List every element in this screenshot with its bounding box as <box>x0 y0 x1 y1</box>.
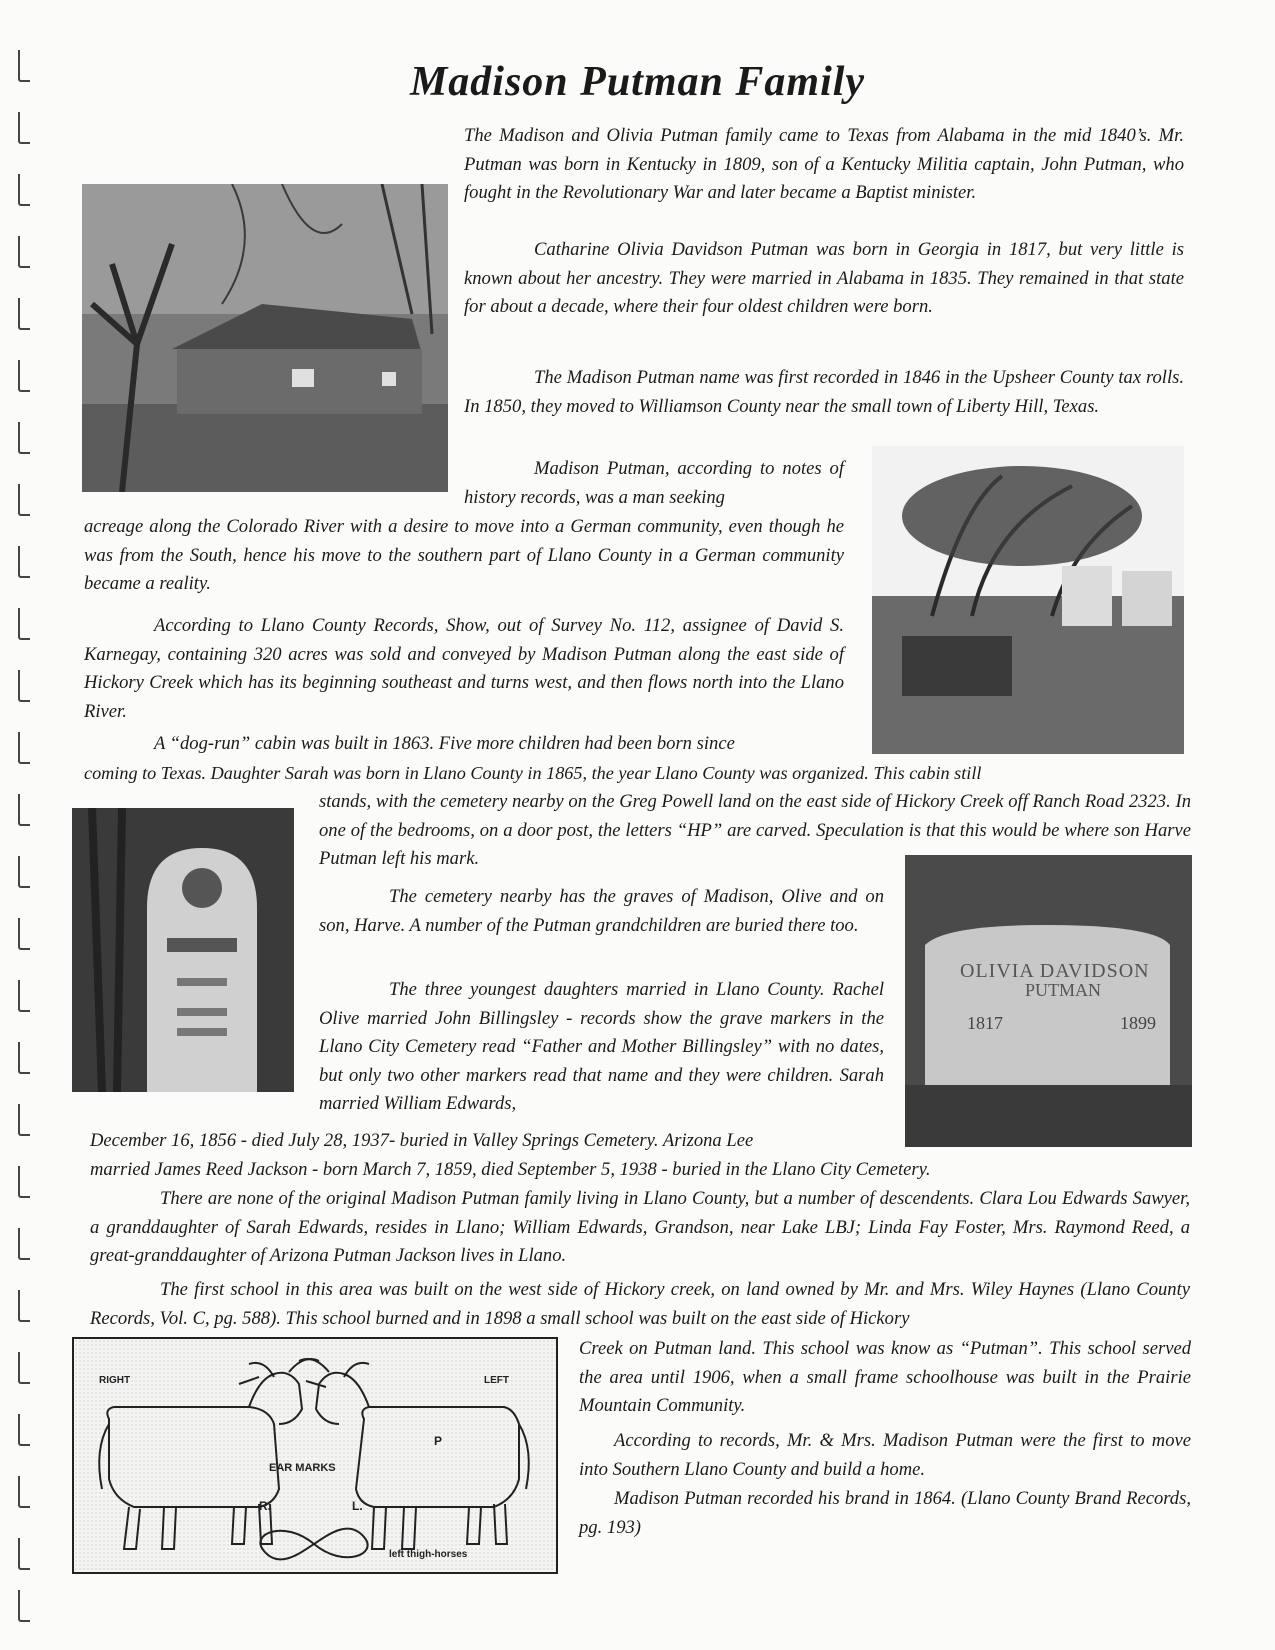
l-label: L. <box>352 1499 363 1513</box>
page-title: Madison Putman Family <box>409 59 866 105</box>
paragraph-catharine: Catharine Olivia Davidson Putman was born in Georgia in 1817, but very little is known about her ancestry. They were married in Alabama in 1835. They remained in that state for about a decade, where their four oldest children were born. <box>464 239 1184 317</box>
spiral-binding <box>0 0 50 1650</box>
paragraph-school-start: The first school in this area was built on the west side of Hickory creek, on land owned by Mr. and Mrs. Wiley Haynes (Llano County Records, Vol. C, pg. 588). This school burned and in 1898 a small school was built on the east side of Hickory <box>90 1279 1190 1329</box>
paragraph-jackson-line: married James Reed Jackson - born March 7, 1859, died September 5, 1938 - buried in the Llano City Cemetery. <box>90 1159 931 1180</box>
headstone-inscription-line2: PUTMAN <box>1025 980 1102 1000</box>
paragraph-name-recorded: The Madison Putman name was first recorded in 1846 in the Upsheer County tax rolls. In 1850, they moved to Williamson County near the small town of Liberty Hill, Texas. <box>464 367 1184 417</box>
headstone-photo-left <box>72 808 294 1092</box>
cabin-painting-image <box>82 184 448 492</box>
cemetery-photo <box>872 446 1184 754</box>
paragraph-intro: The Madison and Olivia Putman family came to Texas from Alabama in the mid 1840’s. Mr. Putman was born in Kentucky in 1809, son of a Kentucky Militia captain, John Putman, who fought in the Revolutionary War and later became a Baptist minister. <box>464 125 1184 203</box>
paragraph-cabin-rest: stands, with the cemetery nearby on the Greg Powell land on the east side of Hickory Creek off Ranch Road 2323. In one of the bedrooms, on a door post, the letters “HP” are carved. Speculation is that this would be where son Harve Putman left his mark. <box>319 791 1191 869</box>
paragraph-school-rest: Creek on Putman land. This school was know as “Putman”. This school served the area until 1906, when a small frame schoolhouse was built in the Prairie Mountain Community. <box>579 1338 1191 1416</box>
paragraph-seeking-rest: acreage along the Colorado River with a desire to move into a German community, even though he was from the South, hence his move to the southern part of Llano County in a German community became a reality. <box>84 516 844 594</box>
r-label: R. <box>259 1499 271 1513</box>
paragraph-brand: Madison Putman recorded his brand in 1864. (Llano County Brand Records, pg. 193) <box>579 1488 1191 1538</box>
paragraph-cabin-cont: coming to Texas. Daughter Sarah was born in Llano County in 1865, the year Llano County was organized. This cabin still <box>84 763 982 783</box>
paragraph-descendents: There are none of the original Madison Putman family living in Llano County, but a number of descendents. Clara Lou Edwards Sawyer, a granddaughter of Sarah Edwards, resides in Llano; William Edwards, Grandson, near Lake LBJ; Linda Fay Foster, Mrs. Raymond Reed, a great-granddaughter of Arizona Putman Jackson lives in Llano. <box>90 1188 1190 1266</box>
paragraph-cabin-start: A “dog-run” cabin was built in 1863. Five more children had been born since <box>154 733 735 754</box>
headstone-birth-year: 1817 <box>967 1013 1003 1033</box>
paragraph-first-home: According to records, Mr. & Mrs. Madison Putman were the first to move into Southern Llano County and build a home. <box>579 1430 1191 1480</box>
ear-marks-diagram <box>72 1337 558 1574</box>
paragraph-daughters: The three youngest daughters married in Llano County. Rachel Olive married John Billingsley - records show the grave markers in the Llano City Cemetery read “Father and Mother Billingsley” with no dates, but only two other markers read that name and they were children. Sarah married William Edwards, <box>319 979 884 1114</box>
headstone-death-year: 1899 <box>1120 1013 1156 1033</box>
paragraph-cemetery: The cemetery nearby has the graves of Madison, Olive and on son, Harve. A number of the Putman grandchildren are buried there too. <box>319 886 884 936</box>
paragraph-edwards-line: December 16, 1856 - died July 28, 1937- buried in Valley Springs Cemetery. Arizona Lee <box>90 1130 754 1151</box>
ear-marks-label: EAR MARKS <box>269 1462 336 1474</box>
paragraph-survey: According to Llano County Records, Show, out of Survey No. 112, assignee of David S. Karnegay, containing 320 acres was sold and conveyed by Madison Putman along the east side of Hickory Creek which has its beginning southeast and turns west, and then flows north into the Llano River. <box>84 615 844 722</box>
right-side-label: RIGHT <box>99 1375 131 1386</box>
left-side-label: LEFT <box>484 1375 509 1386</box>
paragraph-seeking-start: Madison Putman, according to notes of history records, was a man seeking <box>464 458 844 508</box>
headstone-inscription-line1: OLIVIA DAVIDSON <box>960 960 1150 982</box>
brand-p-label: P <box>434 1434 443 1448</box>
headstone-photo-right <box>905 855 1192 1147</box>
thigh-note-label: left thigh-horses <box>389 1549 468 1560</box>
